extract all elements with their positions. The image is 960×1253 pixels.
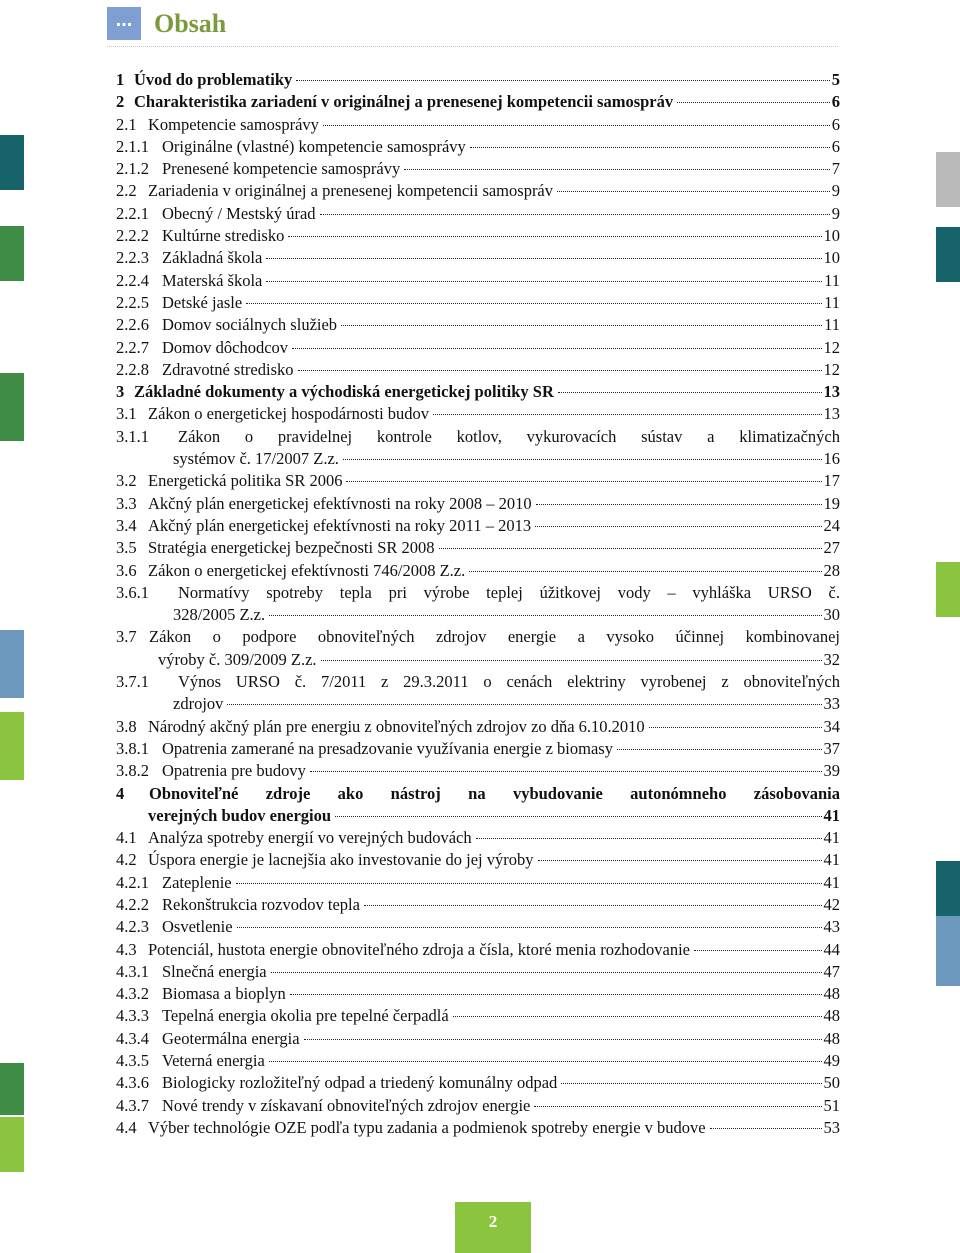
toc-entry-number: 3.8 [116,716,137,736]
section-badge: ... [107,7,141,40]
toc-entry-page: 41 [823,872,840,892]
toc-entry-title: Kompetencie samosprávy [148,114,319,134]
leader-dots [453,1016,822,1017]
leader-dots [433,414,821,415]
toc-entry-title: Domov sociálnych služieb [162,315,338,335]
toc-entry-number: 2.2.6 [116,315,149,335]
toc-entry[interactable] [116,671,840,716]
toc-entry-number: 3.7 [116,627,137,647]
toc-entry-title: Obecný / Mestský úrad [162,203,316,223]
toc-entry-title: Detské jasle [162,292,243,312]
leader-dots [292,348,821,349]
toc-entry-number: 2.2 [116,181,137,201]
toc-entry-number: 1 [116,70,125,89]
toc-entry[interactable] [116,760,840,782]
toc-entry-page: 10 [823,248,840,268]
toc-entry-title: Akčný plán energetickej efektívnosti na roky 2011 – 2013 [148,515,532,535]
toc-entry-page: 12 [823,337,840,357]
toc-entry-page: 47 [823,961,840,981]
toc-entry-title: Rekonštrukcia rozvodov tepla [162,894,360,914]
leader-dots [290,994,822,995]
side-bar-lime [0,712,24,780]
leader-dots [561,1083,821,1084]
toc-entry-page: 43 [823,917,840,937]
leader-dots [404,169,829,170]
toc-entry-title: Základné dokumenty a východiská energetickej politiky SR [134,382,554,402]
toc-entry-title: Veterná energia [162,1051,265,1071]
toc-entry-number: 2 [116,92,125,112]
leader-dots [617,749,822,750]
toc-entry-page: 50 [823,1073,840,1093]
toc-entry-page: 6 [831,92,840,112]
toc-entry-title: Charakteristika zariadení v originálnej a prenesenej kompetencii samospráv [134,92,674,112]
toc-entry-title: Základná škola [162,248,263,268]
toc-entry-title: Opatrenia zamerané na presadzovanie využívania energie z biomasy [162,738,613,758]
toc-entry-number: 2.2.1 [116,203,149,223]
toc-entry-title: Nové trendy v získavaní obnoviteľných zdrojov energie [162,1095,531,1115]
toc-entry[interactable] [116,114,840,136]
toc-entry[interactable] [116,961,840,983]
toc-entry-page: 48 [823,1006,840,1026]
toc-entry-page: 51 [823,1095,840,1115]
leader-dots [439,548,822,549]
toc-entry-title: Biologicky rozložiteľný odpad a triedený komunálny odpad [162,1073,558,1093]
toc-entry[interactable] [116,158,840,180]
side-bar-gray [936,152,960,207]
leader-dots [266,281,822,282]
toc-entry-title: Zariadenia v originálnej a prenesenej kompetencii samospráv [148,181,554,201]
side-bar-blue [0,630,24,698]
leader-dots [535,526,821,527]
leader-dots [320,214,830,215]
toc-entry-number: 3.6 [116,560,137,580]
toc-entry-page: 28 [823,560,840,580]
toc-entry-number: 4.2.3 [116,917,149,937]
leader-dots [335,816,821,817]
toc-entry-number: 4.3.2 [116,984,149,1004]
toc-entry-number: 3.5 [116,538,137,558]
toc-entry-page: 39 [823,761,840,781]
side-bar-blue [936,916,960,986]
leader-dots [298,370,822,371]
toc-entry-page: 13 [823,382,840,402]
toc-entry[interactable] [116,247,840,269]
toc-entry[interactable] [116,872,840,894]
leader-dots [710,1128,822,1129]
toc-entry-title: Domov dôchodcov [162,337,289,357]
leader-dots [341,325,822,326]
leader-dots [469,571,821,572]
toc-entry-title-cont: 328/2005 Z.z. [173,605,266,625]
toc-entry-page: 24 [823,515,840,535]
toc-entry[interactable] [116,403,840,425]
toc-entry-title: Opatrenia pre budovy [162,761,306,781]
toc-entry-number: 2.2.7 [116,337,149,357]
leader-dots [677,102,830,103]
toc-entry-title: Osvetlenie [162,917,233,937]
toc-entry-number: 3.1.1 [116,426,149,446]
toc-entry[interactable] [116,337,840,359]
toc-entry[interactable] [116,69,840,91]
toc-entry-number: 4.2.1 [116,872,149,892]
toc-entry-page: 33 [823,694,840,714]
toc-entry-number: 3.4 [116,515,137,535]
toc-entry-title: Geotermálna energia [162,1028,300,1048]
toc-entry-page: 6 [831,114,840,134]
toc-entry-number: 4.3.6 [116,1073,149,1093]
leader-dots [227,704,821,705]
leader-dots [266,258,821,259]
leader-dots [269,1061,822,1062]
toc-entry-title: Potenciál, hustota energie obnoviteľného zdroja a čísla, ktoré menia rozhodovanie [148,939,691,959]
leader-dots [288,236,821,237]
toc-entry[interactable] [116,916,840,938]
toc-entry[interactable] [116,894,840,916]
toc-entry-title: Biomasa a bioplyn [162,984,286,1004]
toc-entry-title: Analýza spotreby energií vo verejných budovách [148,828,472,848]
toc-entry-title: Zateplenie [162,872,232,892]
side-bar-green [0,226,24,281]
side-bar-teal [0,135,24,190]
toc-entry-page: 41 [823,850,840,870]
toc-entry[interactable] [116,1095,840,1117]
toc-entry-page: 49 [823,1051,840,1071]
table-of-contents [116,69,840,1139]
toc-entry-title-cont: výroby č. 309/2009 Z.z. [158,649,317,669]
toc-entry[interactable] [116,515,840,537]
toc-entry[interactable] [116,136,840,158]
toc-entry-title: Normatívy spotreby tepla pri výrobe teplej úžitkovej vody – vyhláška URSO č. [178,582,840,602]
toc-entry-title: Energetická politika SR 2006 [148,471,343,491]
toc-entry-number: 2.2.4 [116,270,149,290]
toc-entry-page: 17 [823,471,840,491]
toc-entry[interactable] [116,626,840,671]
toc-entry-number: 4.3.3 [116,1006,149,1026]
side-bar-lime [936,562,960,617]
toc-entry-number: 2.2.5 [116,292,149,312]
toc-entry-title: Zákon o pravidelnej kontrole kotlov, vykurovacích sústav a klimatizačných [178,426,840,446]
toc-entry[interactable] [116,827,840,849]
toc-entry[interactable] [116,1028,840,1050]
leader-dots [343,459,822,460]
page-title: Obsah [154,9,227,38]
toc-entry-page: 41 [823,828,840,848]
toc-entry-number: 3.8.2 [116,761,149,781]
toc-entry-page: 5 [831,70,840,89]
toc-entry-page: 37 [823,738,840,758]
toc-entry-number: 4.3.4 [116,1028,149,1048]
leader-dots [271,972,822,973]
toc-entry-title: Zdravotné stredisko [162,359,294,379]
toc-entry-page: 10 [823,226,840,246]
leader-dots [694,950,821,951]
toc-entry-page: 9 [831,203,840,223]
toc-entry-page: 41 [823,805,840,825]
toc-entry-title: Zákon o energetickej hospodárnosti budov [148,404,430,424]
toc-entry-title: Kultúrne stredisko [162,226,285,246]
side-bar-teal [936,227,960,282]
leader-dots [321,660,822,661]
toc-entry[interactable] [116,426,840,471]
toc-entry[interactable] [116,849,840,871]
toc-entry[interactable] [116,983,840,1005]
toc-entry-number: 4.3.7 [116,1095,149,1115]
toc-entry[interactable] [116,560,840,582]
side-bar-green [0,373,24,441]
toc-entry-title: Slnečná energia [162,961,267,981]
toc-entry-number: 3.3 [116,493,137,513]
toc-entry[interactable] [116,292,840,314]
toc-entry-number: 4.4 [116,1117,137,1137]
toc-entry-number: 4.1 [116,828,137,848]
toc-entry[interactable] [116,314,840,336]
toc-entry-number: 3.1 [116,404,137,424]
toc-entry[interactable] [116,359,840,381]
toc-entry-number: 3.6.1 [116,582,149,602]
leader-dots [346,481,821,482]
leader-dots [364,905,822,906]
toc-entry-title: Zákon o energetickej efektívnosti 746/2008 Z.z. [148,560,466,580]
toc-entry-page: 12 [823,359,840,379]
toc-entry-page: 32 [823,649,840,669]
toc-entry[interactable] [116,270,840,292]
toc-entry[interactable] [116,1117,840,1139]
toc-entry-title: Obnoviteľné zdroje ako nástroj na vybudovanie autonómneho zásobovania [149,783,840,803]
toc-entry-number: 4 [116,783,125,803]
toc-entry-page: 16 [823,449,840,469]
toc-entry-number: 4.2.2 [116,894,149,914]
toc-entry-number: 3.2 [116,471,137,491]
leader-dots [538,860,822,861]
toc-entry-title: Stratégia energetickej bezpečnosti SR 2008 [148,538,435,558]
toc-entry-number: 2.2.3 [116,248,149,268]
leader-dots [236,883,822,884]
leader-dots [557,191,830,192]
toc-entry-title: Materská škola [162,270,263,290]
toc-entry-title: Akčný plán energetickej efektívnosti na roky 2008 – 2010 [148,493,532,513]
leader-dots [323,125,830,126]
toc-entry-number: 4.3.1 [116,961,149,981]
toc-entry-number: 4.3 [116,939,137,959]
toc-entry[interactable] [116,939,840,961]
toc-entry[interactable] [116,493,840,515]
toc-entry-number: 2.1.2 [116,159,149,179]
toc-entry-number: 3.8.1 [116,738,149,758]
toc-entry[interactable] [116,180,840,202]
toc-entry-page: 27 [823,538,840,558]
leader-dots [558,392,822,393]
leader-dots [304,1039,822,1040]
leader-dots [246,303,822,304]
toc-entry-number: 3.7.1 [116,672,149,692]
leader-dots [534,1106,821,1107]
leader-dots [310,771,822,772]
toc-entry-title: Úvod do problematiky [134,70,293,89]
toc-entry-page: 6 [831,136,840,156]
toc-entry-title: Výnos URSO č. 7/2011 z 29.3.2011 o cenách elektriny vyrobenej z obnoviteľných [178,672,840,692]
toc-entry-title: Originálne (vlastné) kompetencie samosprávy [162,136,466,156]
toc-entry-page: 19 [823,493,840,513]
toc-entry-page: 53 [823,1117,840,1137]
toc-entry-title: Úspora energie je lacnejšia ako investovanie do jej výroby [148,850,534,870]
toc-entry-number: 2.1.1 [116,136,149,156]
toc-entry-page: 9 [831,181,840,201]
toc-entry-number: 2.2.2 [116,226,149,246]
page-number: 2 [455,1202,531,1253]
header-divider [107,46,838,47]
toc-entry[interactable] [116,1050,840,1072]
toc-entry-title-cont: verejných budov energiou [148,805,332,825]
toc-entry[interactable] [116,537,840,559]
side-bar-green [0,1063,24,1115]
leader-dots [649,727,822,728]
leader-dots [237,927,822,928]
toc-entry-number: 4.2 [116,850,137,870]
toc-entry-page: 30 [823,605,840,625]
toc-entry[interactable] [116,225,840,247]
toc-entry[interactable] [116,738,840,760]
toc-entry-title: Zákon o podpore obnoviteľných zdrojov energie a vysoko účinnej kombinovanej [149,627,840,647]
toc-entry-page: 48 [823,1028,840,1048]
toc-entry-title: Prenesené kompetencie samosprávy [162,159,401,179]
toc-entry[interactable] [116,783,840,828]
toc-entry[interactable] [116,203,840,225]
toc-entry-page: 11 [824,292,840,312]
toc-entry-page: 42 [823,894,840,914]
toc-entry-page: 34 [823,716,840,736]
toc-entry-page: 7 [831,159,840,179]
toc-entry[interactable] [116,470,840,492]
side-bar-teal [936,861,960,916]
leader-dots [269,615,821,616]
leader-dots [470,147,830,148]
toc-entry-page: 11 [824,270,840,290]
toc-entry-number: 3 [116,382,125,402]
toc-entry[interactable] [116,381,840,403]
toc-entry-title-cont: zdrojov [173,694,224,714]
toc-entry-number: 4.3.5 [116,1051,149,1071]
leader-dots [536,504,822,505]
toc-entry-title: Tepelná energia okolia pre tepelné čerpadlá [162,1006,449,1026]
toc-entry-page: 48 [823,984,840,1004]
toc-entry[interactable] [116,1005,840,1027]
toc-entry-page: 13 [823,404,840,424]
toc-entry-title-cont: systémov č. 17/2007 Z.z. [173,449,339,469]
toc-entry[interactable] [116,1072,840,1094]
toc-entry-page: 44 [823,939,840,959]
toc-entry[interactable] [116,716,840,738]
toc-entry-title: Národný akčný plán pre energiu z obnoviteľných zdrojov zo dňa 6.10.2010 [148,716,645,736]
toc-entry-number: 2.2.8 [116,359,149,379]
toc-entry[interactable] [116,582,840,627]
toc-entry-number: 2.1 [116,114,137,134]
toc-entry-page: 11 [824,315,840,335]
toc-entry-title: Výber technológie OZE podľa typu zadania a podmienok spotreby energie v budove [148,1117,706,1137]
toc-entry[interactable] [116,91,840,113]
leader-dots [476,838,822,839]
leader-dots [296,80,829,81]
side-bar-lime [0,1117,24,1172]
